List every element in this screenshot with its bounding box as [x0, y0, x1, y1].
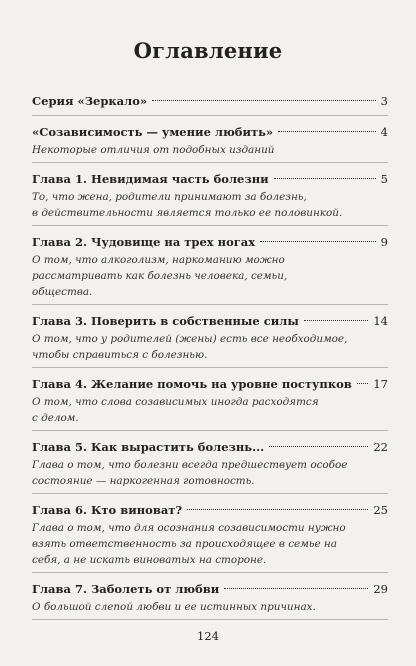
- dot-leader: [278, 131, 376, 132]
- toc-entry-page: 25: [373, 503, 388, 517]
- page-title: Оглавление: [133, 38, 283, 63]
- toc-entry-description-line: О том, что у родителей (жены) есть все необходимое,: [32, 333, 348, 345]
- toc-entry: [32, 437, 388, 494]
- toc-entry: [32, 232, 388, 305]
- toc-entry-description-line: себя, а не искать виноватых на стороне.: [32, 554, 267, 566]
- dot-leader: [274, 178, 376, 179]
- toc-entry-label: Глава 1. Невидимая часть болезни: [32, 172, 269, 186]
- page-number: 124: [197, 629, 219, 643]
- toc-entry: [32, 169, 388, 226]
- toc-entry-description-line: в действительности является только ее половинкой.: [32, 207, 343, 219]
- toc-entry-description-line: Глава о том, что для осознания созависимости нужно: [32, 522, 346, 534]
- dot-leader: [224, 588, 368, 589]
- toc-entry-heading: [32, 374, 388, 394]
- toc-entry-label: Глава 2. Чудовище на трех ногах: [32, 235, 256, 249]
- toc-entry: [32, 500, 388, 573]
- toc-entry-heading: [32, 500, 388, 520]
- toc-entry-description-line: Некоторые отличия от подобных изданий: [32, 144, 275, 156]
- toc-entry-label: Глава 5. Как вырастить болезнь...: [32, 440, 265, 454]
- toc-entry-description-line: Глава о том, что болезни всегда предшествует особое: [32, 459, 348, 471]
- toc-entry-heading: [32, 232, 388, 252]
- toc-entry-page: 9: [380, 235, 388, 249]
- toc-entry-heading: [32, 169, 388, 189]
- toc-entry-page: 17: [373, 377, 388, 391]
- dot-leader: [304, 320, 368, 321]
- table-of-contents: [32, 91, 388, 620]
- toc-entry-label: Глава 3. Поверить в собственные силы: [32, 314, 299, 328]
- toc-entry-page: 3: [380, 94, 388, 108]
- toc-entry-page: 14: [373, 314, 388, 328]
- toc-entry-label: Серия «Зеркало»: [32, 94, 148, 108]
- dot-leader: [260, 241, 376, 242]
- toc-entry-description-line: общества.: [32, 286, 93, 298]
- toc-entry-page: 4: [380, 125, 388, 139]
- toc-entry-description-line: О большой слепой любви и ее истинных причинах.: [32, 601, 316, 613]
- toc-entry-page: 22: [373, 440, 388, 454]
- toc-entry-description-line: О том, что слова созависимых иногда расходятся: [32, 396, 319, 408]
- toc-entry-heading: [32, 91, 388, 111]
- toc-entry-heading: [32, 122, 388, 142]
- toc-entry-label: Глава 6. Кто виноват?: [32, 503, 183, 517]
- toc-entry: [32, 91, 388, 116]
- dot-leader: [187, 509, 368, 510]
- toc-entry: [32, 311, 388, 368]
- toc-entry-page: 5: [380, 172, 388, 186]
- toc-entry-description-line: рассматривать как болезнь человека, семьи,: [32, 270, 288, 282]
- dot-leader: [152, 100, 376, 101]
- toc-entry-heading: [32, 437, 388, 457]
- toc-entry-label: «Созависимость — умение любить»: [32, 125, 274, 139]
- toc-entry-description-line: взять ответственность за происходящее в семье на: [32, 538, 337, 550]
- toc-entry-label: Глава 4. Желание помочь на уровне поступков: [32, 377, 352, 391]
- toc-entry-page: 29: [373, 582, 388, 596]
- toc-entry: [32, 579, 388, 620]
- toc-entry-heading: [32, 311, 388, 331]
- dot-leader: [269, 446, 368, 447]
- toc-entry-description-line: То, что жена, родители принимают за болезнь,: [32, 191, 307, 203]
- toc-entry: [32, 374, 388, 431]
- toc-entry-description-line: чтобы справиться с болезнью.: [32, 349, 208, 361]
- toc-entry-label: Глава 7. Заболеть от любви: [32, 582, 220, 596]
- toc-entry-description-line: с делом.: [32, 412, 79, 424]
- toc-entry-heading: [32, 579, 388, 599]
- dot-leader: [357, 383, 369, 384]
- toc-entry-description-line: состояние — наркогенная готовность.: [32, 475, 255, 487]
- toc-entry-description-line: О том, что алкоголизм, наркоманию можно: [32, 254, 285, 266]
- toc-entry: [32, 122, 388, 163]
